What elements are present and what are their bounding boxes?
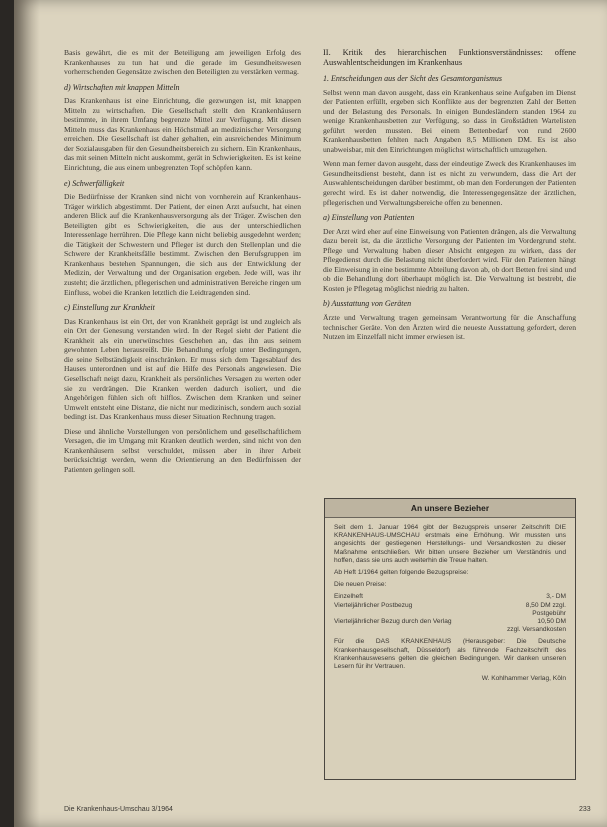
section-heading-d: d) Wirtschaften mit knappen Mitteln <box>64 82 180 92</box>
paragraph-g: Diese und ähnliche Vorstellungen von persönlichem und gesellschaftlichem Versagen, die im Umgang mit Kranken deutlich werden, sind nicht von den Krankenhäusern selbst verschuldet, müssen aber in ihrer Arbeit berücksichtigt werden, wenn die Orientierung an den Bedürfnissen der Patienten gelingen soll. <box>64 426 301 474</box>
subscriber-notice-box <box>324 498 576 780</box>
section-heading-ii: II. Kritik des hierarchischen Funktionsverständnisses: offene Auswahlentscheidungen im Krankenhaus <box>323 48 576 67</box>
subsection-heading-1: 1. Entscheidungen aus der Sicht des Gesamtorganismus <box>323 74 503 83</box>
price-value: zzgl. Versandkosten <box>506 626 566 634</box>
notice-paragraph-1: Seit dem 1. Januar 1964 gibt der Bezugspreis unserer Zeitschrift DIE KRANKENHAUS-UMSCHAU erstmals eine Erhöhung. Wir mussten uns angesichts der gestiegenen Herstellungs- und Versandkosten zu dieser Maßnahme entschließen. Wir bitten unsere Bezieher um Verständnis und hoffen, dass sie uns auch weiterhin die Treue halten. <box>334 524 566 564</box>
price-row <box>334 593 566 601</box>
price-label: Vierteljährlicher Postbezug <box>334 601 413 609</box>
price-row <box>334 602 566 618</box>
price-label <box>334 626 484 634</box>
price-value: 8,50 DM zzgl. Postgebühr <box>525 601 566 617</box>
paragraph-f: Das Krankenhaus ist ein Ort, der von Krankheit geprägt ist und zugleich als ein Ort der Genesung verstanden wird. In der Regel sieht der Patient die Krankheit als ein unerwünschtes Geschehen an, das ihn aus seinem gewohnten Leben herausreißt. Die Behandlung erfolgt unter Bedingungen, die seine Selbständigkeit einschränken. Er muss sich dem Tagesablauf des Hauses unterordnen und ist auf die Hilfe des Personals angewiesen. Die Gesellschaft neigt dazu, Krankheit als persönliches Versagen zu werten oder sie zu verdrängen. Die Kranken werden dadurch isoliert, und die Angehörigen fühlen sich oft hilflos. Zwischen dem Kranken und seiner Umwelt entsteht eine Distanz, die nicht nur medizinisch, sondern auch sozial bedingt ist. Das Krankenhaus muss dieser Situation Rechnung tragen. <box>64 316 301 422</box>
price-row <box>334 618 566 626</box>
paragraph-e: Die Bedürfnisse der Kranken sind nicht von vornherein auf Krankenhaus-Träger wirklich abgestimmt. Der Patient, der einen Arzt aufsucht, hat einen anderen Blick auf die Krankenhausversorgung als der Träger. Zwischen den Beteiligten gibt es Schwierigkeiten, die aus der unterschiedlichen Interessenlage herrühren. Die Pflege kann nicht beliebig ausgedehnt werden; die Tätigkeit der Schwestern und Pfleger ist durch den Stellenplan und die Schwere der Krankheitsfälle bestimmt. Zwischen den Berufsgruppen im Krankenhaus bestehen Spannungen, die sich aus der Entwicklung der Medizin, der Verwaltung und der Organisation ergeben. Jede will, was ihr zusteht; die ärztlichen, pflegerischen und administrativen Bereiche ringen um Einfluss, wobei die Kranken letztlich die Leidtragenden sind. <box>64 192 301 297</box>
footer-journal: Die Krankenhaus-Umschau 3/1964 <box>64 806 173 813</box>
paragraph-b: Ärzte und Verwaltung tragen gemeinsam Verantwortung für die Anschaffung technischer Geräte. Von den Ärzten wird die neueste Ausstattung gefordert, deren Nutzen im Einzelfall nicht immer erwiesen ist. <box>323 313 576 342</box>
right-column <box>323 48 576 347</box>
page-number: 233 <box>579 806 591 813</box>
subsection-heading-b: b) Ausstattung von Geräten <box>323 299 412 309</box>
intro-paragraph: Basis gewährt, die es mit der Beteiligung am jeweiligen Erfolg des Krankenhauses zu tun hat und die gerade im Gesundheitswesen vorherrschenden Gegensätze zwischen den Beteiligten zu verstärken vermag. <box>64 48 301 77</box>
price-value: 10,50 DM <box>537 618 566 626</box>
section-heading-e: e) Schwerfälligkeit <box>64 178 125 188</box>
paragraph-sub1: Selbst wenn man davon ausgeht, dass ein Krankenhaus seine Aufgaben im Dienst der Patienten erfüllt, ergeben sich Konflikte aus der begrenzten Zahl der Betten und der Belastung des Personals. In einigen Bundesländern standen 1964 zu wenige Krankenhausbetten zur Verfügung, so dass in Großstädten Wartelisten geführt werden mussten. Bei einem Bettenbedarf von rund 2600 Krankenhausbetten fehlten nach Angaben 8,5 Millionen DM. Es ist also unabweisbar, mit den Einrichtungen möglichst wirtschaftlich umzugehen. <box>323 87 576 154</box>
publisher-signature: W. Kohlhammer Verlag, Köln <box>481 675 566 683</box>
price-value: 3,- DM <box>546 593 566 601</box>
notice-body <box>325 518 575 689</box>
paragraph-a: Der Arzt wird eher auf eine Einweisung von Patienten drängen, als die Verwaltung dazu bereit ist, da die ärztliche Versorgung der Patienten im Vordergrund steht. Pflege und Verwaltung haben dieser Absicht entgegen zu wirken, dass der Pflegedienst durch die Belastung nicht überfordert wird. Für den Patienten hängt die Einweisung in eine bestimmte Abteilung davon ab, ob dort Betten frei sind und ob die Behandlung dort überhaupt möglich ist. Die Verwaltung ist bestrebt, die Kosten je Pflegetag möglichst niedrig zu halten. <box>323 226 576 293</box>
subsection-heading-a: a) Einstellung von Patienten <box>323 213 415 223</box>
section-heading-f: c) Einstellung zur Krankheit <box>64 303 155 313</box>
price-label: Einzelheft <box>334 593 363 601</box>
left-column <box>64 48 301 479</box>
notice-paragraph-2: Ab Heft 1/1964 gelten folgende Bezugspreise: <box>334 569 469 577</box>
notice-paragraph-3: Für die DAS KRANKENHAUS (Herausgeber: Die Deutsche Krankenhausgesellschaft, Düsseldorf) als führende Fachzeitschrift des Krankenhauswesens gelten die gleichen Bedingungen. Wir danken unseren Lesern für ihr Vertrauen. <box>334 638 566 671</box>
price-header: Die neuen Preise: <box>334 581 387 589</box>
price-row <box>334 626 566 634</box>
paragraph-d: Das Krankenhaus ist eine Einrichtung, die gezwungen ist, mit knappen Mitteln zu wirtschaften. Die Gesellschaft stellt den Krankenhäusern bestimmte, in ihrem Umfang begrenzte Mittel zur Verfügung. Mit diesen Mitteln muss das Krankenhaus ein Höchstmaß an medizinischer Versorgung erreichen. Die Gesellschaft ist daher gehalten, ein ausreichendes Minimum der Sozialausgaben für den Gesundheitsbereich zu sichern. Ein Krankenhaus, das mit seinen Mitteln nicht auskommt, gerät in Schwierigkeiten. Es ist keine Einrichtung, die aus einem unbegrenzten Topf schöpfen kann. <box>64 96 301 173</box>
paragraph-sub1-2: Wenn man ferner davon ausgeht, dass der eindeutige Zweck des Krankenhauses im Gesundheitsdienst besteht, dann ist es nicht zu verwundern, dass die Art der Auswahlentscheidungen darüber bestimmt, ob man den Forderungen der Patienten gerecht wird. Es ist daher notwendig, die Interessengegensätze der ärztlichen, pflegerischen und Verwaltungsbereiche offen zu benennen. <box>323 159 576 207</box>
notice-title: An unsere Bezieher <box>325 499 575 518</box>
price-label: Vierteljährlicher Bezug durch den Verlag <box>334 618 452 626</box>
document-page <box>14 0 607 827</box>
